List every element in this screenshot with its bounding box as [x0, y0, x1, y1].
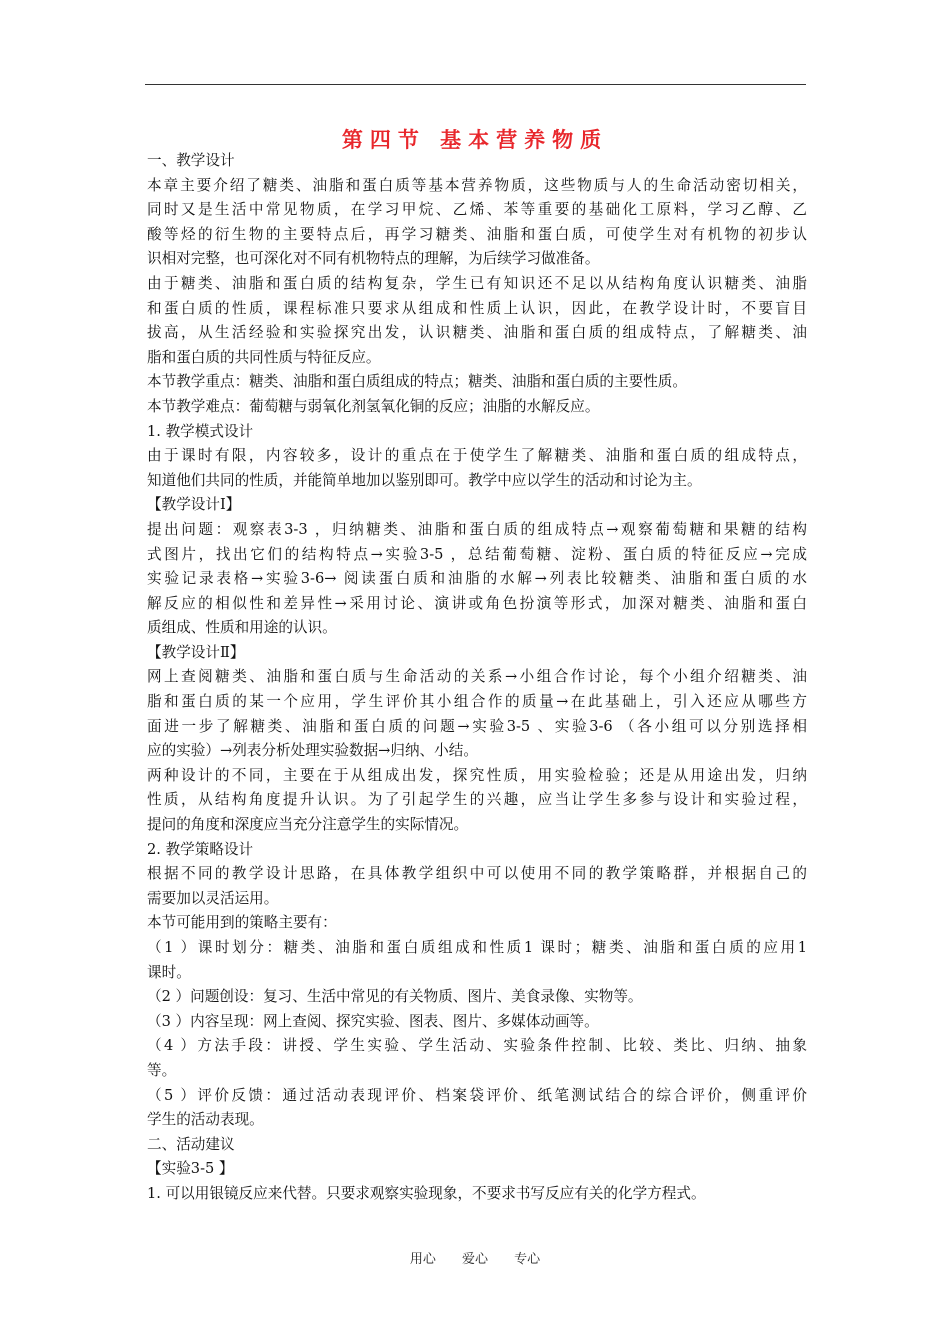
text-line: 本章主要介绍了糖类、油脂和蛋白质等基本营养物质，这些物质与人的生命活动密切相关， — [147, 176, 807, 194]
text-line: 根据不同的教学设计思路，在具体教学组织中可以使用不同的教学策略群，并根据自己的 — [147, 865, 807, 883]
text-line: 和蛋白质的性质，课程标准只要求从组成和性质上认识，因此，在教学设计时，不要盲目 — [147, 299, 807, 317]
text-line: 应的实验）→列表分析处理实验数据→归纳、小结。 — [147, 742, 478, 760]
text-line: 性质，从结构角度提升认识。为了引起学生的兴趣，应当让学生多参与设计和实验过程， — [147, 791, 807, 809]
text-line: 网上查阅糖类、油脂和蛋白质与生命活动的关系→小组合作讨论，每个小组介绍糖类、油 — [147, 668, 807, 686]
text-line: 实验记录表格→实验3-6→ 阅读蛋白质和油脂的水解→列表比较糖类、油脂和蛋白质的水 — [147, 570, 807, 588]
text-line: 质组成、性质和用途的认识。 — [147, 619, 337, 637]
text-line: 拔高，从生活经验和实验探究出发，认识糖类、油脂和蛋白质的组成特点，了解糖类、油 — [147, 324, 807, 342]
text-line: 1. 可以用银镜反应来代替。只要求观察实验现象，不要求书写反应有关的化学方程式。 — [147, 1184, 706, 1202]
text-line: 提出问题：观察表3-3 ，归纳糖类、油脂和蛋白质的组成特点→观察葡萄糖和果糖的结构 — [147, 520, 807, 538]
text-line: 知道他们共同的性质，并能简单地加以鉴别即可。教学中应以学生的活动和讨论为主。 — [147, 471, 702, 489]
header-rule — [145, 84, 806, 85]
text-line: 1. 教学模式设计 — [147, 422, 254, 440]
page-footer: 用心 爱心 专心 — [409, 1252, 541, 1267]
text-line: 脂和蛋白质的共同性质与特征反应。 — [147, 348, 381, 366]
text-line: 【教学设计Ⅰ】 — [147, 496, 241, 514]
text-line: 二、活动建议 — [147, 1135, 235, 1153]
text-line: 由于课时有限，内容较多，设计的重点在于使学生了解糖类、油脂和蛋白质的组成特点， — [147, 447, 807, 465]
text-line: 脂和蛋白质的某一个应用，学生评价其小组合作的质量→在此基础上，引入还应从哪些方 — [147, 693, 807, 711]
text-line: 【实验3-5 】 — [147, 1160, 234, 1178]
text-line: （1 ）课时划分：糖类、油脂和蛋白质组成和性质1 课时；糖类、油脂和蛋白质的应用1 — [147, 939, 807, 956]
text-line: 提问的角度和深度应当充分注意学生的实际情况。 — [147, 816, 469, 834]
text-line: 一、教学设计 — [147, 152, 235, 169]
text-line: 由于糖类、油脂和蛋白质的结构复杂，学生已有知识还不足以从结构角度认识糖类、油脂 — [147, 274, 807, 292]
text-line: （4 ）方法手段：讲授、学生实验、学生活动、实验条件控制、比较、类比、归纳、抽象 — [147, 1037, 807, 1055]
text-line: 识相对完整，也可深化对不同有机物特点的理解，为后续学习做准备。 — [147, 250, 600, 268]
text-line: 本节教学重点：糖类、油脂和蛋白质组成的特点；糖类、油脂和蛋白质的主要性质。 — [147, 373, 687, 391]
text-line: 面进一步了解糖类、油脂和蛋白质的问题→实验3-5 、实验3-6 （各小组可以分别选择相 — [147, 717, 807, 735]
text-line: 需要加以灵活运用。 — [147, 889, 279, 907]
text-line: 课时。 — [147, 963, 191, 981]
text-line: 同时又是生活中常见物质，在学习甲烷、乙烯、苯等重要的基础化工原料，学习乙醇、乙 — [147, 201, 807, 219]
document-title: 第四节 基本营养物质 — [341, 128, 609, 152]
text-line: 两种设计的不同，主要在于从组成出发，探究性质，用实验检验；还是从用途出发，归纳 — [147, 766, 807, 784]
text-line: 酸等烃的衍生物的主要特点后，再学习糖类、油脂和蛋白质，可使学生对有机物的初步认 — [147, 225, 807, 243]
text-line: 学生的活动表现。 — [147, 1111, 264, 1129]
text-line: 本节可能用到的策略主要有： — [147, 914, 337, 932]
text-line: （3 ）内容呈现：网上查阅、探究实验、图表、图片、多媒体动画等。 — [147, 1012, 599, 1030]
text-line: 解反应的相似性和差异性→采用讨论、演讲或角色扮演等形式，加深对糖类、油脂和蛋白 — [147, 594, 807, 612]
text-line: （2 ）问题创设：复习、生活中常见的有关物质、图片、美食录像、实物等。 — [147, 988, 643, 1006]
text-line: 本节教学难点：葡萄糖与弱氧化剂氢氧化铜的反应；油脂的水解反应。 — [147, 397, 600, 415]
document-body — [147, 149, 807, 1207]
text-line: （5 ）评价反馈：通过活动表现评价、档案袋评价、纸笔测试结合的综合评价，侧重评价 — [147, 1086, 807, 1104]
text-line: 等。 — [147, 1061, 177, 1079]
text-line: 式图片，找出它们的结构特点→实验3-5 ，总结葡萄糖、淀粉、蛋白质的特征反应→完成 — [147, 545, 807, 563]
text-line: 2. 教学策略设计 — [147, 840, 254, 858]
text-line: 【教学设计Ⅱ】 — [147, 643, 245, 661]
